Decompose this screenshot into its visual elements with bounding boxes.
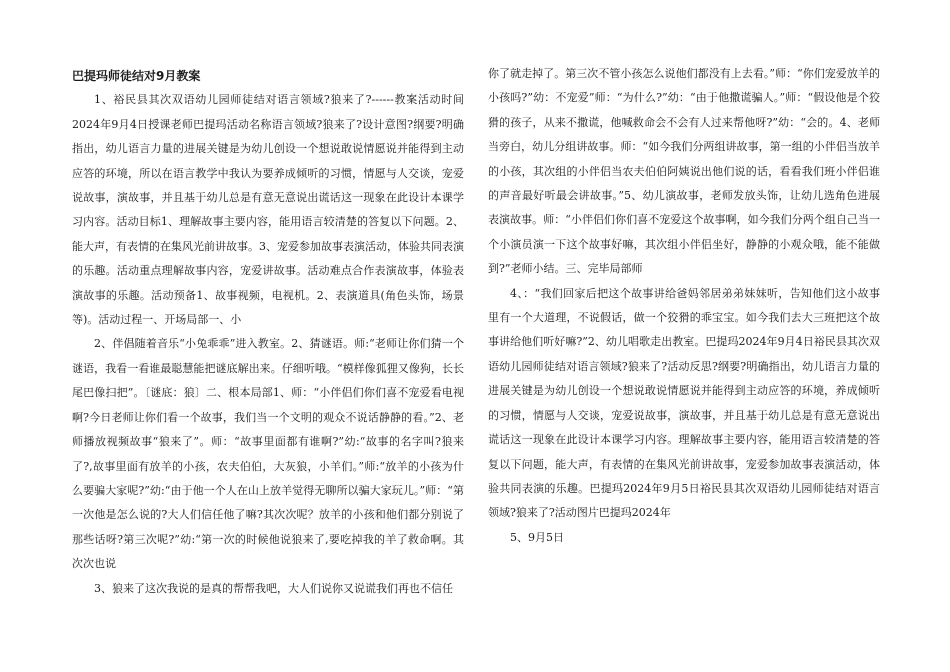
paragraph-5: 5、9月5日 (510, 530, 564, 544)
left-column (72, 64, 464, 601)
paragraph-4: 4、：“我们回家后把这个故事讲给爸妈邻居弟弟妹妹听，告知他们这小故事里有一个大道理，不说假话，做一个狡猾的乖宝宝。如今我们去大三班把这个故事讲给他们听好嘛?”2、幼儿唱歌走出教室。巴提玛2024年9月4日裕民县其次双语幼儿园师徒结对语言领域?狼来了?活动反思?纲要?明确指出，幼儿语言力量的进展关键是为幼儿创设一个想说敢说情愿说并能得到主动应答的环境，养成倾听的习惯，情愿与人交谈，宠爱说故事，演故事，并且基于幼儿总是有意无意说出谎话这一现象在此设计本课学习内容。理解故事主要内容，能用语言较清楚的答复以下问题，能大声，有表情的在集风光前讲故事，宠爱参加故事表演活动，体验共同表演的乐趣。巴提玛2024年9月5日裕民县其次双语幼儿园师徒结对语言领域?狼来了?活动图片巴提玛2024年 (488, 286, 880, 520)
paragraph-continued: 你了就走掉了。第三次不管小孩怎么说他们都没有上去看。”师：“你们宠爱放羊的小孩吗?”幼：不宠爱”师：“为什么?”幼：“由于他撒谎骗人。”师：“假设他是个狡猾的孩子，从来不撒谎，他喊救命会不会有人过来帮他呀?”幼：“会的。4、老师当旁白，幼儿分组讲故事。师：“如今我们分两组讲故事，第一组的小伴侣当放羊的小孩，其次组的小伴侣当农夫伯伯阿姨说出他们说的话，看看我们班小伴侣谁的声音最好听最会讲故事。”5、幼儿演故事，老师发放头饰，让幼儿选角色进展表演故事。师：“小伴侣们你们喜不宠爱这个故事啊，如今我们分两个组自己当一个小演员演一下这个故事好嘛，其次组小伴侣坐好，静静的小观众哦，能不能做到?”老师小结。三、完毕局部师 (488, 67, 880, 276)
document-title: 巴提玛师徒结对9月教案 (72, 69, 201, 83)
paragraph-3: 3、狼来了这次我说的是真的帮帮我吧，大人们说你又说谎我们再也不信任 (94, 581, 453, 595)
right-column (488, 62, 880, 550)
paragraph-1: 1、裕民县其次双语幼儿园师徒结对语言领域?狼来了?------教案活动时间2024年9月4日授课老师巴提玛活动名称语言领域?狼来了?设计意图?纲要?明确指出，幼儿语言力量的进展关键是为幼儿创设一个想说敢说情愿说并能得到主动应答的环境，所以在语言教学中我认为要养成倾听的习惯，情愿与人交谈，宠爱说故事，演故事，并且基于幼儿总是有意无意说出谎话这一现象在此设计本课学习内容。活动目标1、理解故事主要内容，能用语言较清楚的答复以下问题。2、能大声，有表情的在集风光前讲故事。3、宠爱参加故事表演活动，体验共同表演的乐趣。活动重点理解故事内容，宠爱讲故事。活动难点合作表演故事，体验表演故事的乐趣。活动预备1、故事视频，电视机。2、表演道具(角色头饰，场景等)。活动过程一、开场局部一、小 (72, 93, 464, 327)
paragraph-2: 2、伴倡随着音乐“小兔乖乖”进入教室。2、猜谜语。师:“老师让你们猜一个谜语，我看一看谁最聪慧能把谜底解出来。仔细听哦。“模样像狐狸又像狗，长长尾巴像扫把”。〔谜底：狼〕二、根本局部1、师：“小伴侣们你们喜不宠爱看电视啊?今日老师让你们看一个故事，我们当一个文明的观众不说话静静的看。”2、老师播放视频故事“狼来了”。师：“故事里面都有谁啊?”幼:“故事的名字叫?狼来了?,故事里面有放羊的小孩，农夫伯伯，大灰狼，小羊们。”师:“放羊的小孩为什么要骗大家呢?”幼:“由于他一个人在山上放羊觉得无聊所以骗大家玩儿。”师：“第一次他是怎么说的?大人们信任他了嘛?其次次呢？放羊的小孩和他们都分别说了那些话呀?第三次呢?”幼:“第一次的时候他说狼来了,要吃掉我的羊了救命啊。其次次也说 (72, 337, 464, 571)
